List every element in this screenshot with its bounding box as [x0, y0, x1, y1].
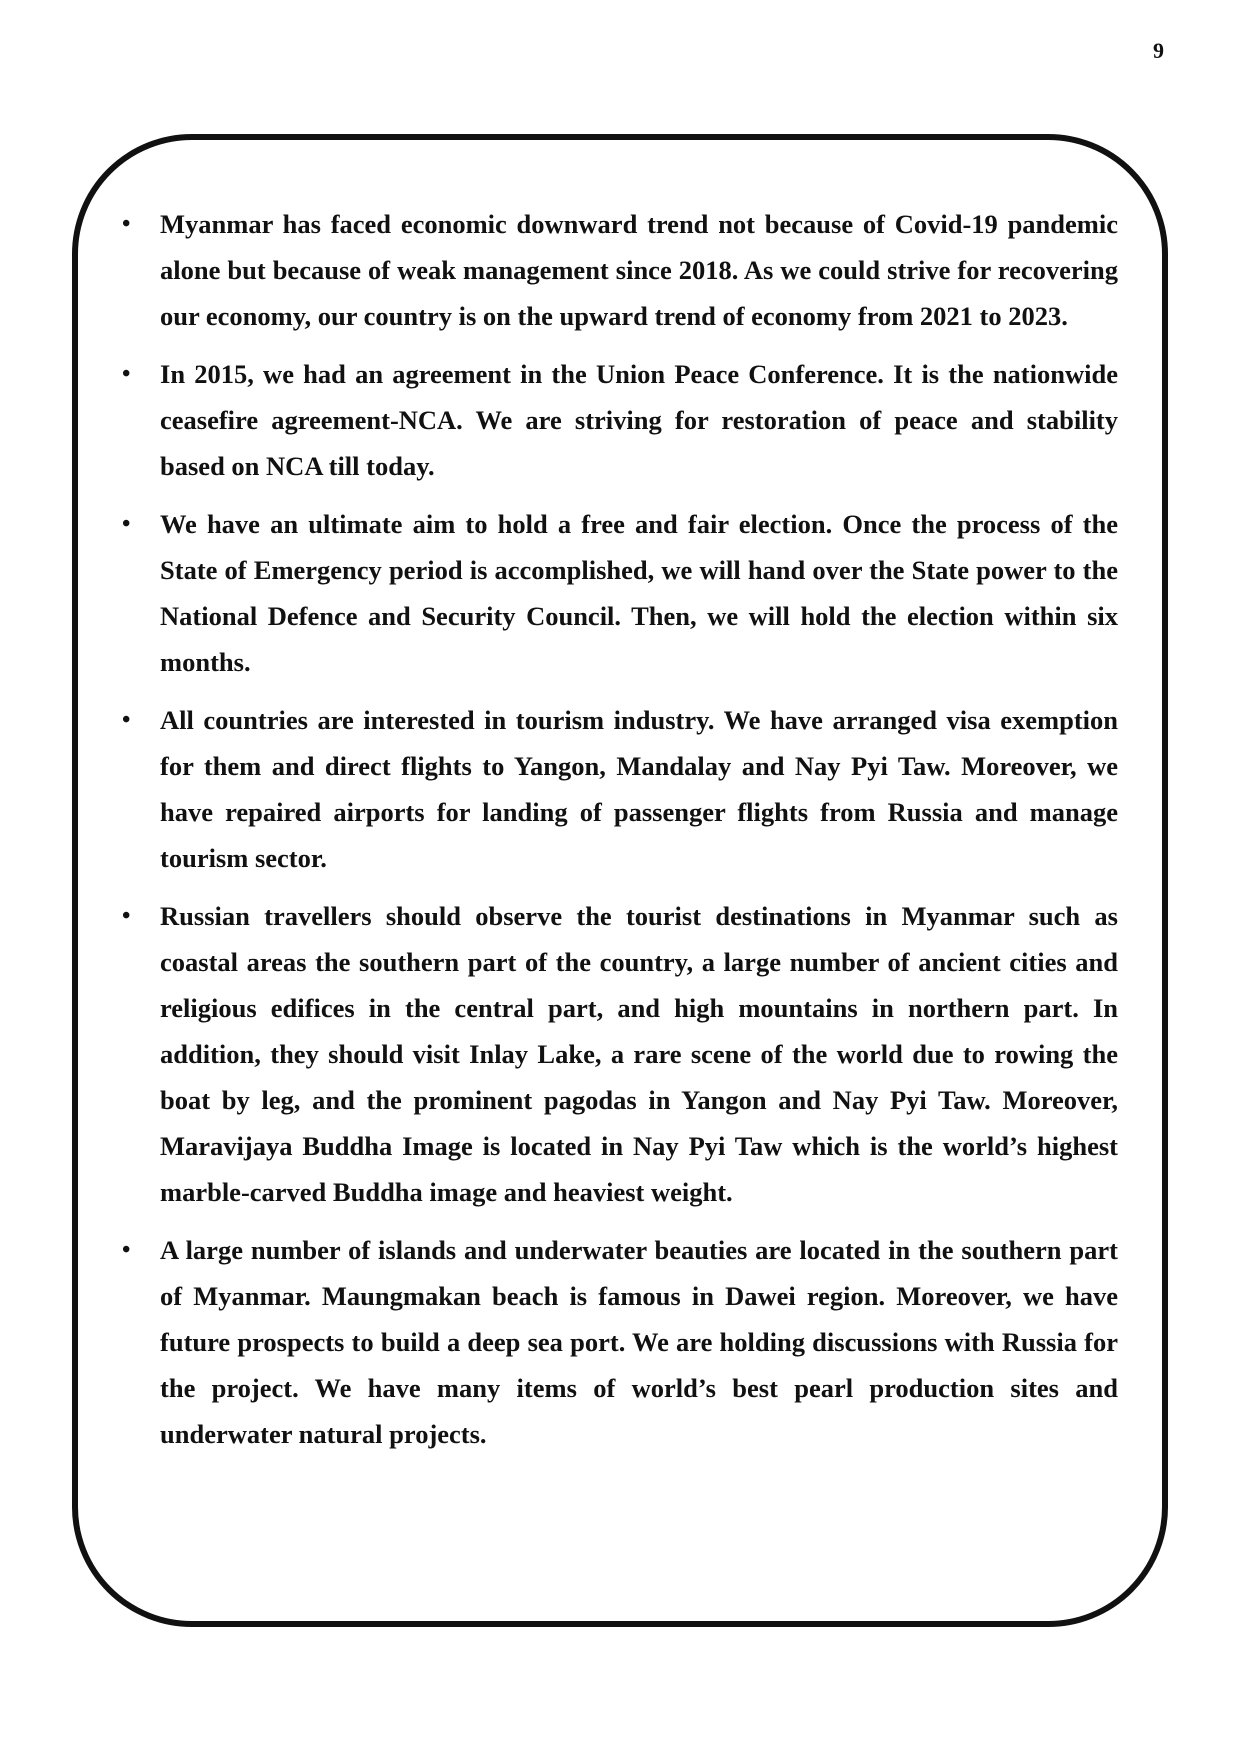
bullet-list	[118, 201, 1118, 1469]
bullet-marker: •	[122, 707, 131, 733]
bullet-text: Russian travellers should observe the tourist destinations in Myanmar such as coastal areas the southern part of the country, a large number of ancient cities and religious edifices in the central part, and high mountains in northern part. In addition, they should visit Inlay Lake, a rare scene of the world due to rowing the boat by leg, and the prominent pagodas in Yangon and Nay Pyi Taw. Moreover, Maravijaya Buddha Image is located in Nay Pyi Taw which is the world’s highest marble-carved Buddha image and heaviest weight.	[160, 901, 1118, 1207]
bullet-marker: •	[122, 511, 131, 537]
page-number: 9	[1153, 38, 1164, 63]
bullet-text: All countries are interested in tourism industry. We have arranged visa exemption for them and direct flights to Yangon, Mandalay and Nay Pyi Taw. Moreover, we have repaired airports for landing of passenger flights from Russia and manage tourism sector.	[160, 705, 1118, 873]
bullet-marker: •	[122, 1237, 131, 1263]
bullet-text: We have an ultimate aim to hold a free and fair election. Once the process of the State of Emergency period is accomplished, we will hand over the State power to the National Defence and Security Council. Then, we will hold the election within six months.	[160, 509, 1118, 677]
bullet-marker: •	[122, 211, 131, 237]
bullet-marker: •	[122, 361, 131, 387]
bullet-text: In 2015, we had an agreement in the Union Peace Conference. It is the nationwide ceasefire agreement-NCA. We are striving for restoration of peace and stability based on NCA till today.	[160, 359, 1118, 481]
bullet-text: Myanmar has faced economic downward trend not because of Covid-19 pandemic alone but because of weak management since 2018. As we could strive for recovering our economy, our country is on the upward trend of economy from 2021 to 2023.	[160, 209, 1118, 331]
bullet-item	[118, 697, 1118, 881]
bullet-item	[118, 501, 1118, 685]
bullet-item	[118, 351, 1118, 489]
bullet-item	[118, 1227, 1118, 1457]
bullet-item	[118, 201, 1118, 339]
bullet-marker: •	[122, 903, 131, 929]
bullet-text: A large number of islands and underwater beauties are located in the southern part of Myanmar. Maungmakan beach is famous in Dawei region. Moreover, we have future prospects to build a deep sea port. We are holding discussions with Russia for the project. We have many items of world’s best pearl production sites and underwater natural projects.	[160, 1235, 1118, 1449]
bullet-item	[118, 893, 1118, 1215]
